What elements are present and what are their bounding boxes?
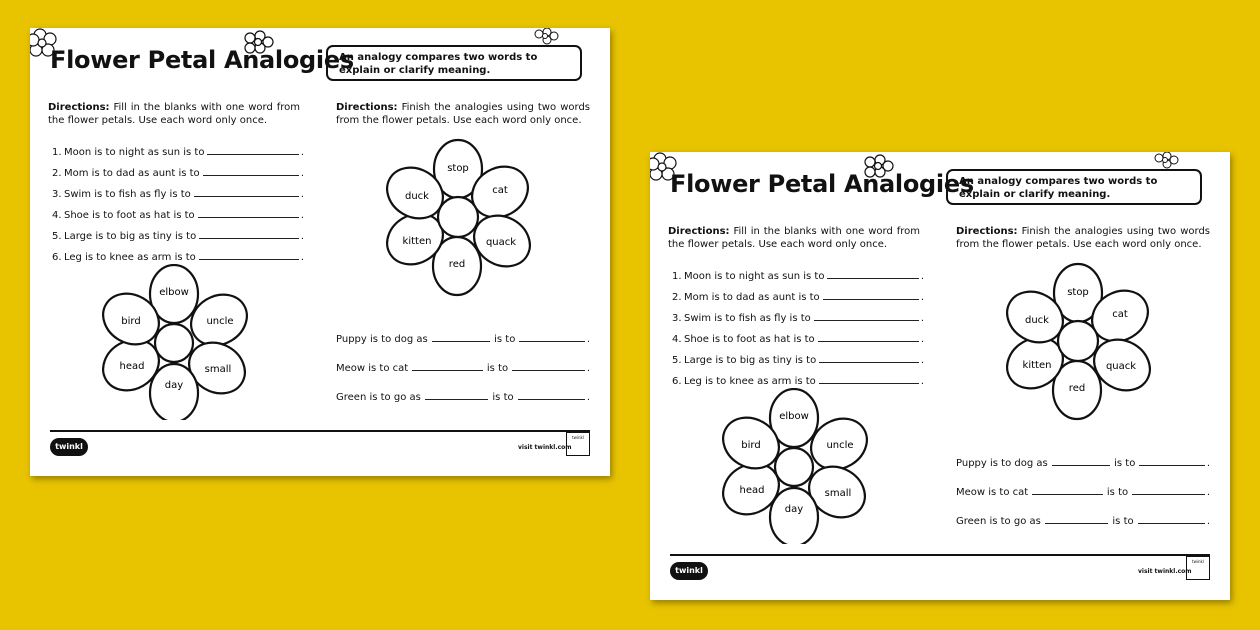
petal-word: bird <box>741 440 761 451</box>
petal-word: head <box>119 361 145 372</box>
answer-blank[interactable] <box>207 154 298 155</box>
site-url: visit twinkl.com <box>518 444 572 451</box>
petal-word: kitten <box>402 236 432 247</box>
answer-blank[interactable] <box>519 341 584 342</box>
question-item: 1. Moon is to night as sun is to . <box>52 147 304 158</box>
question-item: 3. Swim is to fish as fly is to . <box>52 189 304 200</box>
petal-word: cat <box>1112 309 1128 320</box>
question-item: 6. Leg is to knee as arm is to . <box>672 376 924 387</box>
answer-blank[interactable] <box>1139 465 1204 466</box>
question-item: 1. Moon is to night as sun is to . <box>672 271 924 282</box>
petal-word: day <box>784 504 804 515</box>
answer-blank[interactable] <box>412 370 483 371</box>
page-title: Flower Petal Analogies <box>50 46 354 74</box>
answer-blank[interactable] <box>203 175 299 176</box>
analogy-list <box>956 440 1210 527</box>
answer-blank[interactable] <box>819 362 919 363</box>
question-item: 5. Large is to big as tiny is to . <box>52 231 304 242</box>
answer-blank[interactable] <box>818 341 919 342</box>
petal-word: uncle <box>826 440 854 451</box>
question-item: 4. Shoe is to foot as hat is to . <box>672 334 924 345</box>
twinkl-badge: twinkl <box>566 432 590 456</box>
answer-blank[interactable] <box>827 278 918 279</box>
answer-blank[interactable] <box>1052 465 1110 466</box>
directions-left: Directions: Fill in the blanks with one word from the flower petals. Use each word only once. <box>668 226 920 250</box>
footer-divider <box>50 430 590 432</box>
petal-word: stop <box>1067 287 1089 298</box>
answer-blank[interactable] <box>1132 494 1205 495</box>
analogy-item: Meow is to cat is to . <box>336 363 590 374</box>
answer-blank[interactable] <box>199 259 299 260</box>
analogy-item: Green is to go as is to . <box>336 392 590 403</box>
question-item: 5. Large is to big as tiny is to . <box>672 355 924 366</box>
question-item: 3. Swim is to fish as fly is to . <box>672 313 924 324</box>
petal-word: bird <box>121 316 141 327</box>
answer-blank[interactable] <box>819 383 919 384</box>
definition-box: An analogy compares two words to explain or clarify meaning. <box>326 45 582 81</box>
petal-word: head <box>739 485 765 496</box>
answer-blank[interactable] <box>823 299 919 300</box>
directions-right: Directions: Finish the analogies using two words from the flower petals. Use each word only once. <box>956 226 1210 250</box>
petal-word: small <box>204 364 232 375</box>
petal-word: quack <box>1105 361 1137 372</box>
word-flower-left <box>102 264 252 420</box>
petal-word: day <box>164 380 184 391</box>
petal-word: quack <box>485 237 517 248</box>
analogy-item: Green is to go as is to . <box>956 516 1210 527</box>
answer-blank[interactable] <box>518 399 585 400</box>
analogy-item: Puppy is to dog as is to . <box>956 458 1210 469</box>
question-item: 4. Shoe is to foot as hat is to . <box>52 210 304 221</box>
question-list <box>672 261 924 387</box>
site-url: visit twinkl.com <box>1138 568 1192 575</box>
petal-word: small <box>824 488 852 499</box>
flower-top-right-decoration <box>533 28 563 46</box>
petal-word: duck <box>1025 315 1049 326</box>
directions-left: Directions: Fill in the blanks with one word from the flower petals. Use each word only once. <box>48 102 300 126</box>
question-list <box>52 137 304 263</box>
analogy-item: Puppy is to dog as is to . <box>336 334 590 345</box>
petal-word: elbow <box>159 287 189 298</box>
answer-blank[interactable] <box>425 399 489 400</box>
petal-word: red <box>1068 383 1086 394</box>
answer-blank[interactable] <box>1045 523 1109 524</box>
petal-word: kitten <box>1022 360 1052 371</box>
answer-blank[interactable] <box>198 217 299 218</box>
answer-blank[interactable] <box>199 238 299 239</box>
answer-blank[interactable] <box>512 370 585 371</box>
word-flower-right <box>1002 262 1152 422</box>
petal-word: duck <box>405 191 429 202</box>
analogy-item: Meow is to cat is to . <box>956 487 1210 498</box>
directions-right: Directions: Finish the analogies using two words from the flower petals. Use each word only once. <box>336 102 590 126</box>
question-item: 2. Mom is to dad as aunt is to . <box>672 292 924 303</box>
petal-word: cat <box>492 185 508 196</box>
word-flower-left <box>722 388 872 544</box>
answer-blank[interactable] <box>194 196 299 197</box>
flower-top-right-decoration <box>1153 152 1183 170</box>
petal-word: elbow <box>779 411 809 422</box>
answer-blank[interactable] <box>1138 523 1205 524</box>
petal-word: red <box>448 259 466 270</box>
twinkl-badge: twinkl <box>1186 556 1210 580</box>
twinkl-logo: twinkl <box>670 562 708 580</box>
question-item: 2. Mom is to dad as aunt is to . <box>52 168 304 179</box>
word-flower-right <box>382 138 532 298</box>
petal-word: uncle <box>206 316 234 327</box>
analogy-list <box>336 316 590 403</box>
worksheet-left <box>30 28 610 476</box>
answer-blank[interactable] <box>1032 494 1103 495</box>
twinkl-logo: twinkl <box>50 438 88 456</box>
answer-blank[interactable] <box>814 320 919 321</box>
footer-divider <box>670 554 1210 556</box>
question-item: 6. Leg is to knee as arm is to . <box>52 252 304 263</box>
definition-box: An analogy compares two words to explain or clarify meaning. <box>946 169 1202 205</box>
worksheet-right <box>650 152 1230 600</box>
answer-blank[interactable] <box>432 341 490 342</box>
page-title: Flower Petal Analogies <box>670 170 974 198</box>
petal-word: stop <box>447 163 469 174</box>
